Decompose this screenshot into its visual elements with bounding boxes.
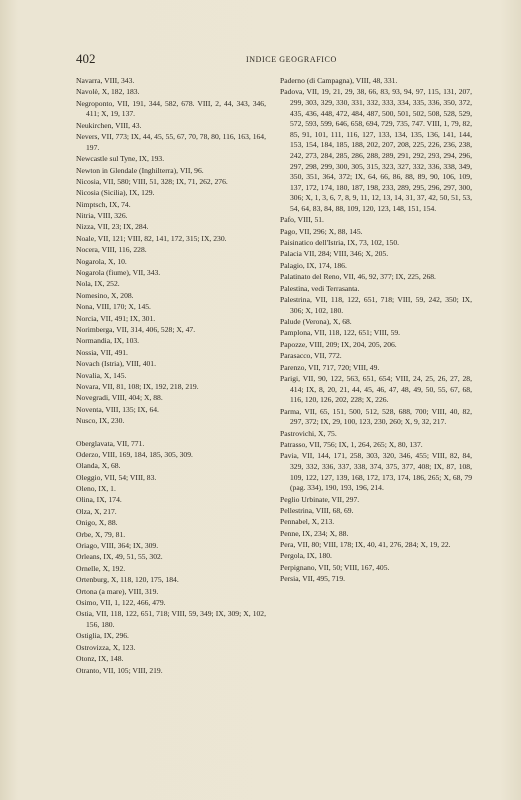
running-title: INDICE GEOGRAFICO: [246, 55, 337, 64]
index-entry: Pastrovichi, X, 75.: [280, 428, 337, 438]
index-entry: Olza, X, 217.: [76, 506, 117, 516]
index-entry: Ortenburg, X, 118, 120, 175, 184.: [76, 575, 179, 585]
index-entry: Palacia VII, 284; VIII, 346; X, 205.: [280, 249, 389, 259]
index-entry: Pennabel, X, 213.: [280, 517, 335, 527]
index-entry: Palude (Verona), X, 68.: [280, 317, 352, 327]
index-entry: Pavia, VII, 144, 171, 258, 303, 320, 346, 455; VIII, 82, 84, 329, 332, 336, 337, 338, 374, 375, 377, 408; IX, 87, 108, 109, 122, 127, 139, 168, 172, 173, 174, 186, 265; X, 68, 79 (pag. 334), 190, 193, 196, 214.: [280, 451, 472, 493]
page-number: 402: [76, 51, 96, 66]
index-entry: Oleno, IX, 1.: [76, 484, 116, 494]
section-gap: [76, 428, 266, 439]
index-entry: Nola, IX, 252.: [76, 279, 120, 289]
index-entry: Palestrina, VII, 118, 122, 651, 718; VIII, 59, 242, 350; IX, 306; X, 102, 180.: [280, 295, 472, 315]
index-entry: Orbe, X, 79, 81.: [76, 529, 126, 539]
index-entry: Parasacco, VII, 772.: [280, 351, 342, 361]
index-entry: Nossia, VII, 491.: [76, 347, 128, 357]
index-entry: Noale, VII, 121; VIII, 82, 141, 172, 315; IX, 230.: [76, 233, 227, 243]
index-entry: Palagio, IX, 174, 186.: [280, 260, 347, 270]
index-entry: Oberglavata, VII, 771.: [76, 438, 145, 448]
index-column-left: [76, 76, 266, 677]
index-entry: Nogarola (fiume), VII, 343.: [76, 268, 161, 278]
index-entry: Paisinatico dell'Istria, IX, 73, 102, 150.: [280, 238, 400, 248]
index-entry: Novara, VII, 81, 108; IX, 192, 218, 219.: [76, 381, 199, 391]
index-entry: Papozze, VIII, 209; IX, 204, 205, 206.: [280, 339, 397, 349]
index-entry: Neukirchen, VIII, 43.: [76, 120, 142, 130]
index-entry: Ostia, VII, 118, 122, 651, 718; VIII, 59, 349; IX, 309; X, 102, 156, 180.: [76, 609, 266, 629]
index-entry: Ortona (a mare), VIII, 319.: [76, 586, 159, 596]
index-entry: Palatinato del Reno, VII, 46, 92, 377; IX, 225, 268.: [280, 272, 436, 282]
index-entry: Nona, VIII, 170; X, 145.: [76, 302, 151, 312]
index-entry: Normandia, IX, 103.: [76, 336, 140, 346]
index-entry: Nicosia, VII, 580; VIII, 51, 328; IX, 71, 262, 276.: [76, 176, 228, 186]
index-entry: Perpignano, VII, 50; VIII, 167, 405.: [280, 562, 390, 572]
index-entry: Nicosia (Sicilia), IX, 129.: [76, 188, 155, 198]
index-entry: Nusco, IX, 230.: [76, 416, 125, 426]
index-entry: Peglio Urbinate, VII, 297.: [280, 494, 360, 504]
index-entry: Nogarola, X, 10.: [76, 256, 127, 266]
index-entry: Norimberga, VII, 314, 406, 528; X, 47.: [76, 325, 196, 334]
index-entry: Pellestrina, VIII, 68, 69.: [280, 505, 354, 515]
index-entry: Oleggio, VII, 54; VIII, 83.: [76, 472, 157, 482]
index-entry: Noventa, VIII, 135; IX, 64.: [76, 404, 159, 414]
index-entry: Parenzo, VII, 717, 720; VIII, 49.: [280, 362, 380, 372]
index-entry: Pamplona, VII, 118, 122, 651; VIII, 59.: [280, 328, 401, 338]
index-entry: Ostrovizza, X, 123.: [76, 642, 136, 652]
index-entry: Novalia, X, 145.: [76, 370, 127, 380]
index-entry: Norcia, VII, 491; IX, 301.: [76, 313, 156, 323]
index-entry: Parma, VII, 65, 151, 500, 512, 528, 688, 700; VIII, 40, 82, 297, 372; IX, 29, 100, 123, 230, 260; X, 9, 32, 217.: [280, 406, 472, 427]
index-entry: Nitria, VIII, 326.: [76, 211, 128, 221]
index-entry: Novegradi, VIII, 404; X, 88.: [76, 393, 163, 403]
index-entry: Pafo, VIII, 51.: [280, 215, 324, 225]
index-entry: Nocera, VIII, 116, 228.: [76, 245, 147, 255]
index-entry: Pera, VII, 80; VIII, 178; IX, 40, 41, 276, 284; X, 19, 22.: [280, 540, 451, 550]
index-entry: Olina, IX, 174.: [76, 495, 122, 505]
index-entry: Nimptsch, IX, 74.: [76, 199, 131, 209]
index-entry: Novach (Istria), VIII, 401.: [76, 359, 156, 369]
index-entry: Newton in Glendale (Inghilterra), VII, 96.: [76, 165, 204, 175]
index-entry: Paderno (di Campagna), VIII, 48, 331.: [280, 76, 398, 85]
index-entry: Nizza, VII, 23; IX, 284.: [76, 222, 149, 232]
index-entry: Olanda, X, 68.: [76, 461, 121, 471]
index-entry: Patrasso, VII, 756; IX, 1, 264, 265; X, 80, 137.: [280, 439, 423, 449]
index-entry: Otranto, VII, 105; VIII, 219.: [76, 665, 163, 675]
index-entry: Orleans, IX, 49, 51, 55, 302.: [76, 552, 163, 562]
index-entry: Oderzo, VIII, 169, 184, 185, 305, 309.: [76, 449, 193, 459]
index-entry: Nomesino, X, 208.: [76, 290, 134, 300]
index-entry: Parigi, VII, 90, 122, 563, 651, 654; VIII, 24, 25, 26, 27, 28, 414; IX, 8, 20, 21, 44, 45, 46, 47, 48, 49, 50, 55, 67, 68, 116, 120, 126, 202, 228; X, 226.: [280, 373, 472, 405]
index-entry: Persia, VII, 495, 719.: [280, 574, 346, 584]
index-entry: Otonz, IX, 148.: [76, 654, 124, 664]
index-entry: Pergola, IX, 180.: [280, 551, 332, 561]
index-entry: Navarra, VIII, 343.: [76, 76, 135, 85]
index-entry: Onigo, X, 88.: [76, 518, 118, 528]
index-entry: Penne, IX, 234; X, 88.: [280, 528, 349, 538]
index-entry: Nevers, VII, 773; IX, 44, 45, 55, 67, 70, 78, 80, 116, 163, 164, 197.: [76, 132, 266, 152]
index-entry: Oriago, VIII, 364; IX, 309.: [76, 541, 159, 551]
index-entry: Ostiglia, IX, 296.: [76, 631, 129, 641]
index-entry: Negroponto, VII, 191, 344, 582, 678. VIII, 2, 44, 343, 346, 411; X, 19, 137.: [76, 98, 266, 119]
index-entry: Newcastle sul Tyne, IX, 193.: [76, 154, 165, 164]
index-entry: Padova, VII, 19, 21, 29, 38, 66, 83, 93, 94, 97, 115, 131, 207, 299, 303, 329, 330, 331, 332, 333, 334, 335, 336, 350, 372, 435, 436, 448, 472, 484, 487, 500, 501, 502, 508, 528, 529, 572, 593, 599, 646, 658, 694, 729, 735, 747. VIII, 1, 79, 82, 85, 91, 101, 111, 116, 127, 133, 134, 135, 136, 141, 144, 153, 154, 184, 185, 188, 202, 207, 208, 225, 226, 236, 238, 242, 273, 284, 285, 286, 288, 289, 291, 292, 293, 294, 296, 297, 298, 299, 300, 305, 315, 323, 327, 332, 336, 338, 349, 350, 351, 364, 372; IX, 64, 66, 86, 88, 89, 90, 106, 109, 137, 172, 174, 180, 187, 198, 233, 289, 295, 296, 297, 300, 306; X, 1, 3, 6, 7, 8, 9, 11, 12, 13, 14, 31, 37, 42, 50, 51, 53, 54, 64, 83, 84, 88, 109, 120, 123, 148, 151, 154.: [280, 87, 472, 213]
index-entry: Osimo, VII, 1, 122, 466, 479.: [76, 597, 166, 607]
index-entry: Ornelle, X, 192.: [76, 563, 126, 573]
page-header: [76, 51, 476, 71]
index-entry: Navolè, X, 182, 183.: [76, 87, 140, 97]
index-entry: Palestina, vedi Terrasanta.: [280, 283, 360, 293]
index-entry: Pago, VII, 296; X, 88, 145.: [280, 226, 363, 236]
index-column-right: [280, 76, 472, 586]
